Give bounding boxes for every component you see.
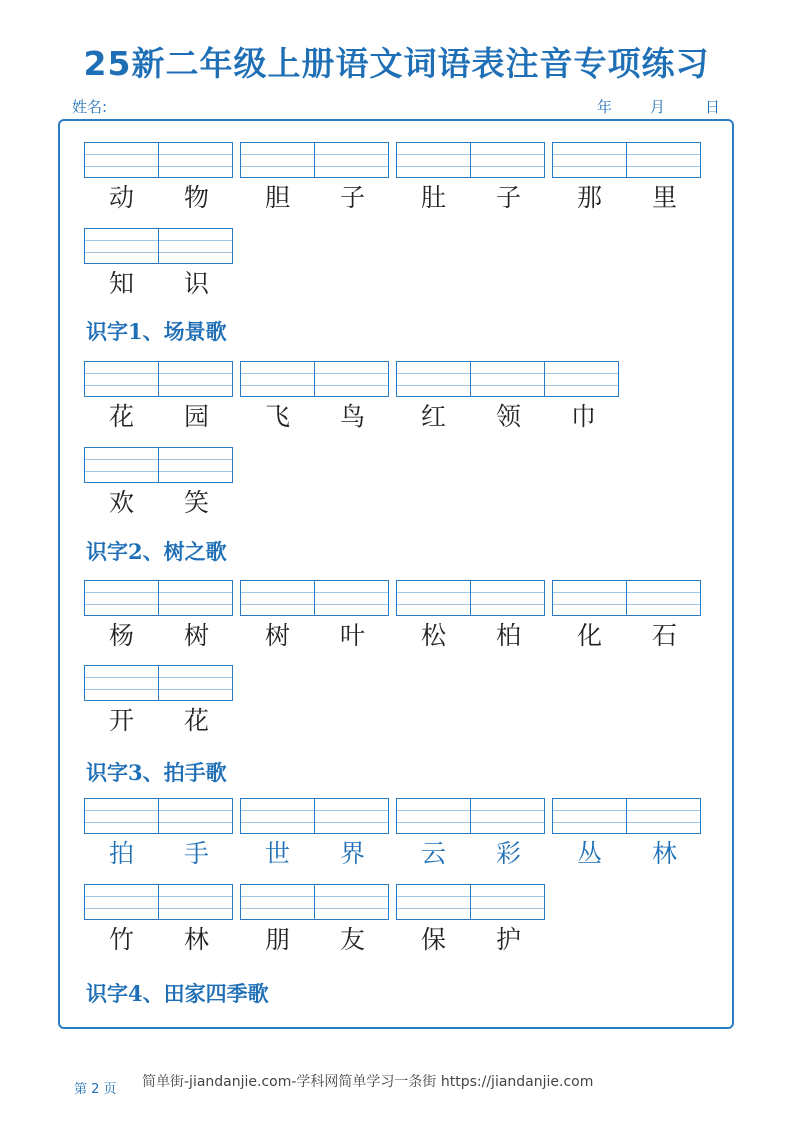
word-group [396,798,546,874]
hanzi-character: 笑 [183,488,209,517]
word-group [552,142,702,218]
pinyin-writing-box[interactable] [158,361,233,397]
pinyin-writing-box[interactable] [396,798,471,834]
hanzi-character: 拍 [108,839,134,868]
pinyin-writing-box[interactable] [396,142,471,178]
word-row [84,142,702,218]
hanzi-character: 红 [420,402,446,431]
word-group [396,361,621,437]
word-group [240,798,390,874]
hanzi-character: 鸟 [339,402,365,431]
pinyin-writing-box[interactable] [84,447,159,483]
hanzi-character: 欢 [108,488,134,517]
hanzi-character: 动 [108,183,134,212]
hanzi-character: 化 [576,621,602,650]
hanzi-character: 飞 [264,402,290,431]
pinyin-writing-box[interactable] [314,361,389,397]
hanzi-character: 树 [264,621,290,650]
hanzi-character: 巾 [570,402,596,431]
pinyin-writing-box[interactable] [626,798,701,834]
pinyin-writing-box[interactable] [314,580,389,616]
pinyin-writing-box[interactable] [84,580,159,616]
pinyin-writing-box[interactable] [470,361,545,397]
hanzi-character: 那 [576,183,602,212]
pinyin-writing-box[interactable] [396,580,471,616]
word-group [240,142,390,218]
pinyin-writing-box[interactable] [158,884,233,920]
pinyin-writing-box[interactable] [470,142,545,178]
hanzi-character: 花 [108,402,134,431]
word-row [84,798,702,874]
section-heading: 识字1、场景歌 [86,319,227,344]
word-group [84,884,234,960]
pinyin-writing-box[interactable] [84,228,159,264]
pinyin-writing-box[interactable] [314,884,389,920]
hanzi-character: 友 [339,925,365,954]
pinyin-writing-box[interactable] [240,798,315,834]
pinyin-writing-box[interactable] [84,361,159,397]
pinyin-writing-box[interactable] [158,228,233,264]
pinyin-writing-box[interactable] [158,665,233,701]
hanzi-character: 护 [495,925,521,954]
pinyin-writing-box[interactable] [544,361,619,397]
word-group [240,361,390,437]
pinyin-writing-box[interactable] [552,142,627,178]
pinyin-writing-box[interactable] [158,142,233,178]
name-label: 姓名: [72,98,108,116]
footer-text: 简单街-jiandanjie.com-学科网简单学习一条街 https://jiandanjie.com [142,1074,594,1090]
month-label: 月 [650,98,666,116]
hanzi-character: 手 [183,839,209,868]
hanzi-character: 林 [651,839,677,868]
pinyin-writing-box[interactable] [84,798,159,834]
word-group [396,580,546,656]
pinyin-writing-box[interactable] [240,580,315,616]
hanzi-character: 里 [651,183,677,212]
hanzi-character: 开 [108,706,134,735]
word-group [84,142,234,218]
hanzi-character: 叶 [339,621,365,650]
pinyin-writing-box[interactable] [240,361,315,397]
pinyin-writing-box[interactable] [396,361,471,397]
section-heading: 识字3、拍手歌 [86,760,227,785]
hanzi-character: 松 [420,621,446,650]
word-row [84,228,234,304]
hanzi-character: 石 [651,621,677,650]
word-group [84,447,234,523]
word-row [84,580,702,656]
word-row [84,361,621,437]
page-number: 第 2 页 [74,1082,117,1097]
pinyin-writing-box[interactable] [396,884,471,920]
word-group [84,580,234,656]
pinyin-writing-box[interactable] [626,142,701,178]
pinyin-writing-box[interactable] [240,142,315,178]
pinyin-writing-box[interactable] [626,580,701,616]
hanzi-character: 识 [183,269,209,298]
word-group [84,361,234,437]
hanzi-character: 物 [183,183,209,212]
word-group [552,798,702,874]
hanzi-character: 领 [495,402,521,431]
hanzi-character: 知 [108,269,134,298]
word-group [84,228,234,304]
page-title: 25新二年级上册语文词语表注音专项练习 [83,44,710,83]
word-group [552,580,702,656]
pinyin-writing-box[interactable] [470,580,545,616]
year-label: 年 [597,98,613,116]
pinyin-writing-box[interactable] [158,798,233,834]
word-row [84,665,234,741]
day-label: 日 [705,98,721,116]
word-group [84,798,234,874]
hanzi-character: 子 [339,183,365,212]
pinyin-writing-box[interactable] [552,580,627,616]
word-row [84,884,546,960]
hanzi-character: 彩 [495,839,521,868]
word-row [84,447,234,523]
section-heading: 识字4、田家四季歌 [86,981,269,1006]
pinyin-writing-box[interactable] [84,665,159,701]
pinyin-writing-box[interactable] [470,798,545,834]
hanzi-character: 杨 [108,621,134,650]
pinyin-writing-box[interactable] [84,142,159,178]
pinyin-writing-box[interactable] [84,884,159,920]
word-group [240,580,390,656]
hanzi-character: 肚 [420,183,446,212]
hanzi-character: 保 [420,925,446,954]
hanzi-character: 子 [495,183,521,212]
hanzi-character: 竹 [108,925,134,954]
hanzi-character: 世 [264,839,290,868]
pinyin-writing-box[interactable] [314,142,389,178]
word-group [396,142,546,218]
hanzi-character: 园 [183,402,209,431]
pinyin-writing-box[interactable] [314,798,389,834]
hanzi-character: 朋 [264,925,290,954]
hanzi-character: 云 [420,839,446,868]
word-group [396,884,546,960]
hanzi-character: 柏 [495,621,521,650]
word-group [240,884,390,960]
hanzi-character: 树 [183,621,209,650]
pinyin-writing-box[interactable] [552,798,627,834]
hanzi-character: 林 [183,925,209,954]
hanzi-character: 胆 [264,183,290,212]
section-heading: 识字2、树之歌 [86,539,227,564]
pinyin-writing-box[interactable] [158,447,233,483]
hanzi-character: 花 [183,706,209,735]
pinyin-writing-box[interactable] [240,884,315,920]
pinyin-writing-box[interactable] [158,580,233,616]
hanzi-character: 丛 [576,839,602,868]
hanzi-character: 界 [339,839,365,868]
pinyin-writing-box[interactable] [470,884,545,920]
word-group [84,665,234,741]
